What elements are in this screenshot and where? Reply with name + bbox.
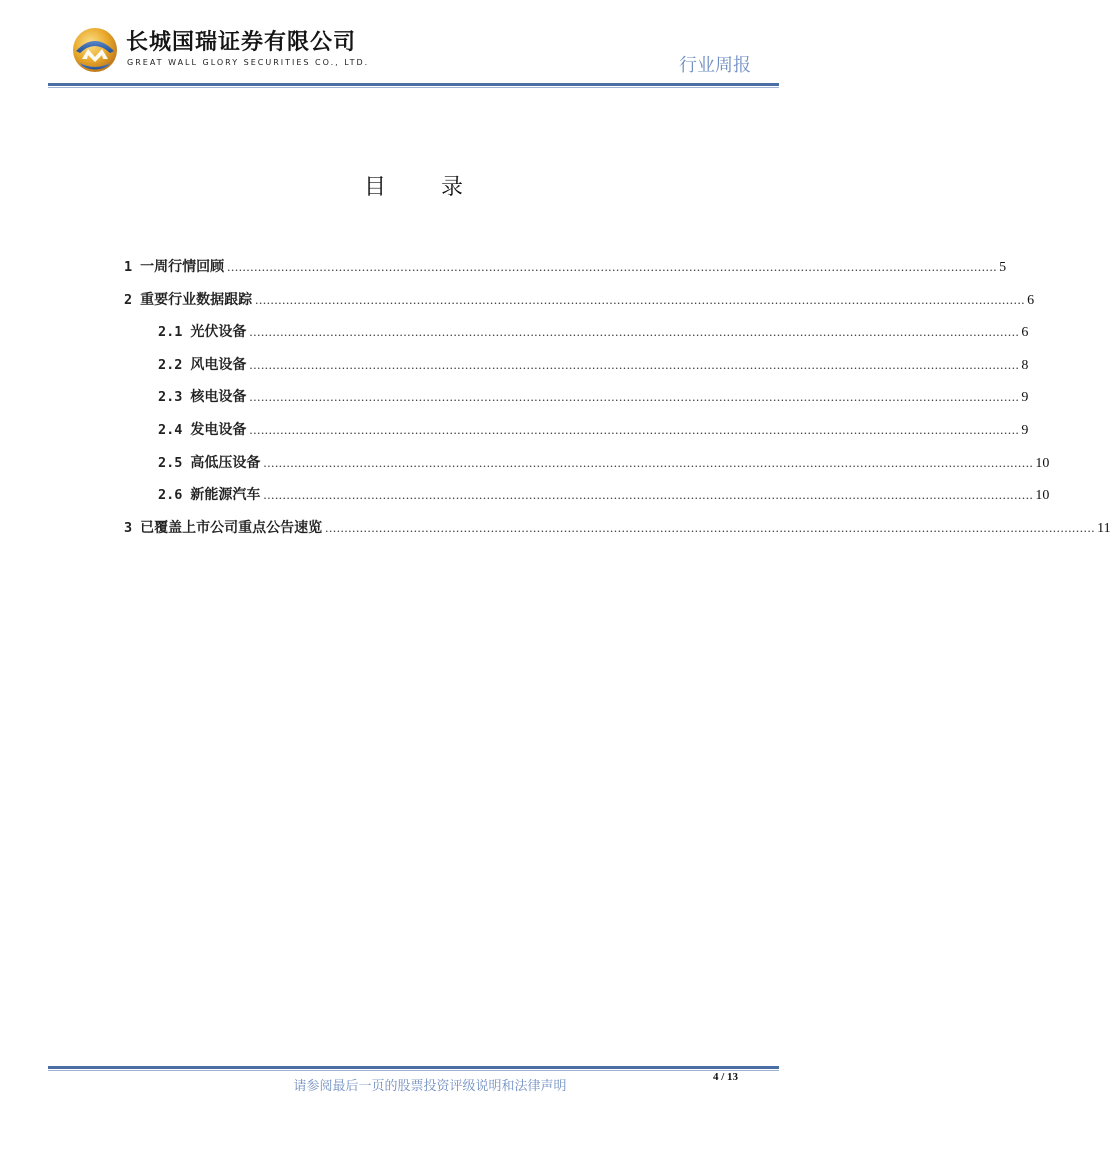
toc-entry-page: 9 xyxy=(1021,390,1029,406)
toc-entry-title: 核电设备 xyxy=(190,389,247,406)
toc-entry-number: 2.2 xyxy=(158,356,183,373)
table-of-contents xyxy=(124,255,1111,548)
toc-entry[interactable] xyxy=(124,385,1029,418)
toc-entry-page: 10 xyxy=(1035,488,1050,504)
toc-entry-page: 6 xyxy=(1021,325,1029,341)
report-type-label: 行业周报 xyxy=(679,55,751,76)
page-header xyxy=(0,0,827,100)
toc-entry-page: 10 xyxy=(1035,455,1050,471)
company-name-en: GREAT WALL GLORY SECURITIES CO., LTD. xyxy=(127,58,370,67)
toc-dot-leader: ........................................................................................................................................................................................................ xyxy=(227,259,998,274)
toc-dot-leader: ........................................................................................................................................................................................................ xyxy=(263,487,1034,503)
toc-entry-number: 2.4 xyxy=(158,421,183,438)
header-divider-thin xyxy=(48,87,779,88)
toc-entry-page: 8 xyxy=(1021,357,1029,373)
toc-dot-leader: ........................................................................................................................................................................................................ xyxy=(255,291,1026,307)
toc-entry-title: 已覆盖上市公司重点公告速览 xyxy=(140,519,323,536)
toc-entry-title: 重要行业数据跟踪 xyxy=(140,291,253,308)
toc-entry[interactable] xyxy=(124,288,1035,321)
toc-entry-title: 风电设备 xyxy=(190,356,247,373)
toc-entry-number: 2.6 xyxy=(158,487,183,504)
toc-entry[interactable] xyxy=(124,255,1007,288)
toc-entry-page: 5 xyxy=(999,260,1007,275)
footer-divider-thin xyxy=(48,1070,779,1071)
footer-divider xyxy=(48,1066,779,1069)
toc-entry-number: 2 xyxy=(124,291,133,308)
toc-entry-title: 新能源汽车 xyxy=(190,487,261,504)
toc-entry[interactable] xyxy=(124,516,1111,549)
toc-entry[interactable] xyxy=(124,483,1050,516)
toc-entry[interactable] xyxy=(124,353,1029,386)
toc-entry[interactable] xyxy=(124,451,1050,484)
toc-entry[interactable] xyxy=(124,320,1029,353)
toc-entry-page: 6 xyxy=(1027,292,1035,308)
toc-title: 目 录 xyxy=(364,175,487,200)
toc-dot-leader: ........................................................................................................................................................................................................ xyxy=(325,519,1096,535)
disclaimer-note: 请参阅最后一页的股票投资评级说明和法律声明 xyxy=(293,1079,567,1094)
toc-dot-leader: ........................................................................................................................................................................................................ xyxy=(249,356,1020,372)
toc-entry-number: 1 xyxy=(124,259,133,275)
toc-entry-title: 发电设备 xyxy=(190,421,247,438)
toc-entry-title: 高低压设备 xyxy=(190,454,261,471)
toc-entry-page: 11 xyxy=(1097,520,1111,536)
header-divider xyxy=(48,83,779,86)
company-name-cn: 长城国瑞证券有限公司 xyxy=(126,30,357,55)
toc-entry-number: 2.1 xyxy=(158,324,183,341)
toc-dot-leader: ........................................................................................................................................................................................................ xyxy=(249,389,1020,405)
toc-dot-leader: ........................................................................................................................................................................................................ xyxy=(249,421,1020,437)
toc-entry-number: 3 xyxy=(124,519,133,536)
great-wall-glory-logo-icon xyxy=(72,27,118,73)
toc-entry[interactable] xyxy=(124,418,1029,451)
toc-entry-number: 2.3 xyxy=(158,389,183,406)
toc-entry-title: 一周行情回顾 xyxy=(140,259,225,275)
toc-entry-page: 9 xyxy=(1021,422,1029,438)
page-number: 4 / 13 xyxy=(712,1071,738,1083)
toc-dot-leader: ........................................................................................................................................................................................................ xyxy=(263,454,1034,470)
toc-entry-title: 光伏设备 xyxy=(190,324,247,341)
toc-entry-number: 2.5 xyxy=(158,454,183,471)
toc-dot-leader: ........................................................................................................................................................................................................ xyxy=(249,324,1020,340)
